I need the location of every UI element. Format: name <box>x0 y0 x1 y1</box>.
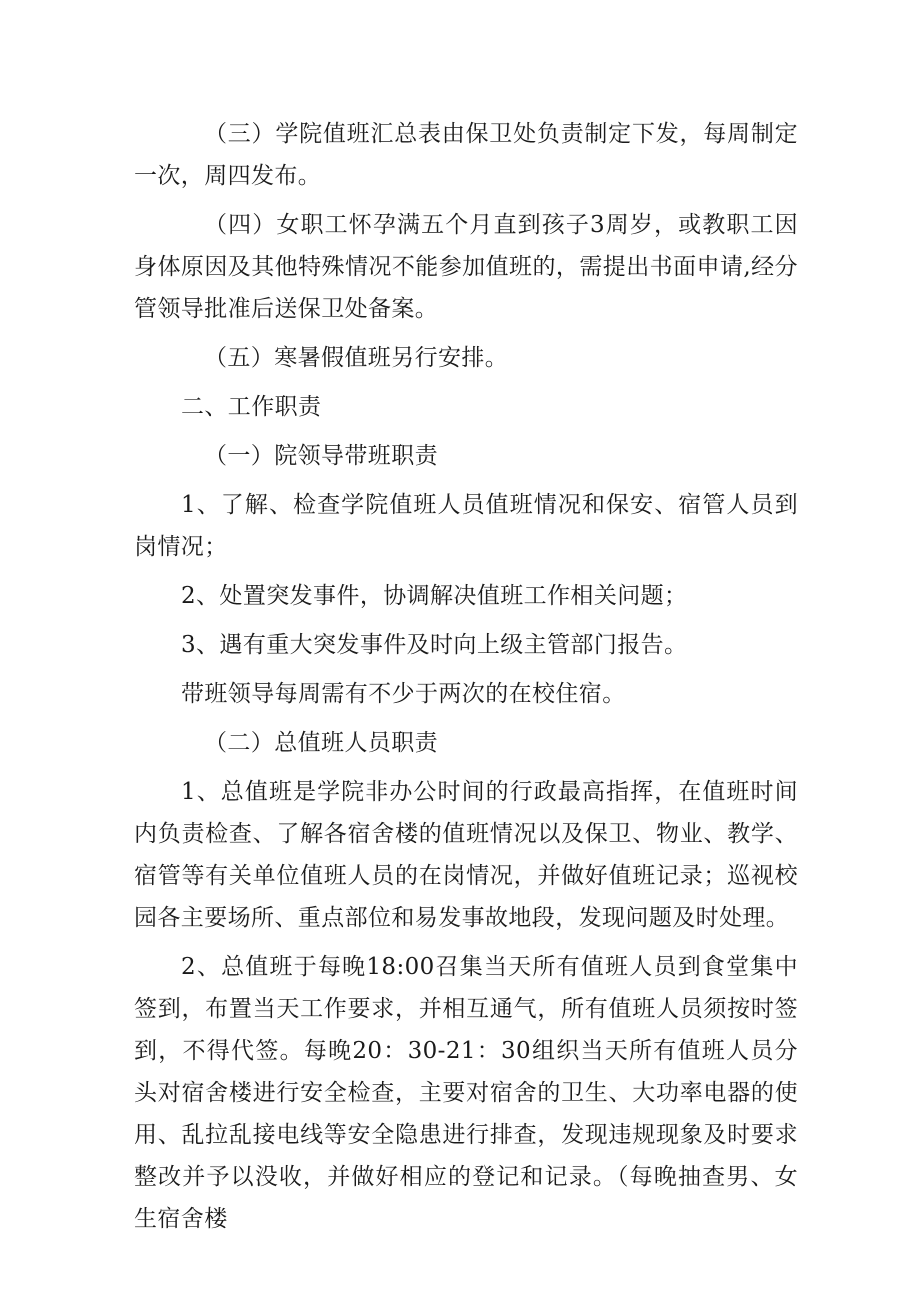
subsection-heading-1: （一）院领导带班职责 <box>204 443 438 469</box>
subsection-heading-2: （二）总值班人员职责 <box>204 730 438 756</box>
section-heading-2: 二、工作职责 <box>181 394 322 420</box>
list-item-3: 3、遇有重大突发事件及时向上级主管部门报告。 <box>181 632 688 658</box>
paragraph-item-4: （四）女职工怀孕满五个月直到孩子3周岁，或教职工因身体原因及其他特殊情况不能参加值班的，需提出书面申请,经分管领导批准后送保卫处备案。 <box>134 212 798 322</box>
duty-item-1: 1、总值班是学院非办公时间的行政最高指挥，在值班时间内负责检查、了解各宿舍楼的值班情况以及保卫、物业、教学、宿管等有关单位值班人员的在岗情况，并做好值班记录；巡视校园各主要场所、重点部位和易发事故地段，发现问题及时处理。 <box>134 779 798 931</box>
paragraph-note: 带班领导每周需有不少于两次的在校住宿。 <box>181 681 626 707</box>
document-body <box>134 113 798 1240</box>
paragraph-item-5: （五）寒暑假值班另行安排。 <box>204 345 509 371</box>
list-item-1: 1、了解、检查学院值班人员值班情况和保安、宿管人员到岗情况； <box>134 492 798 560</box>
paragraph-item-3: （三）学院值班汇总表由保卫处负责制定下发，每周制定一次，周四发布。 <box>134 121 798 189</box>
duty-item-2: 2、总值班于每晚18:00召集当天所有值班人员到食堂集中签到，布置当天工作要求，并相互通气，所有值班人员须按时签到，不得代签。每晚20：30-21：30组织当天所有值班人员分头对宿舍楼进行安全检查，主要对宿舍的卫生、大功率电器的使用、乱拉乱接电线等安全隐患进行排查，发现违规现象及时要求整改并予以没收，并做好相应的登记和记录。（每晚抽查男、女生宿舍楼 <box>134 954 798 1232</box>
list-item-2: 2、处置突发事件，协调解决值班工作相关问题； <box>181 583 688 609</box>
